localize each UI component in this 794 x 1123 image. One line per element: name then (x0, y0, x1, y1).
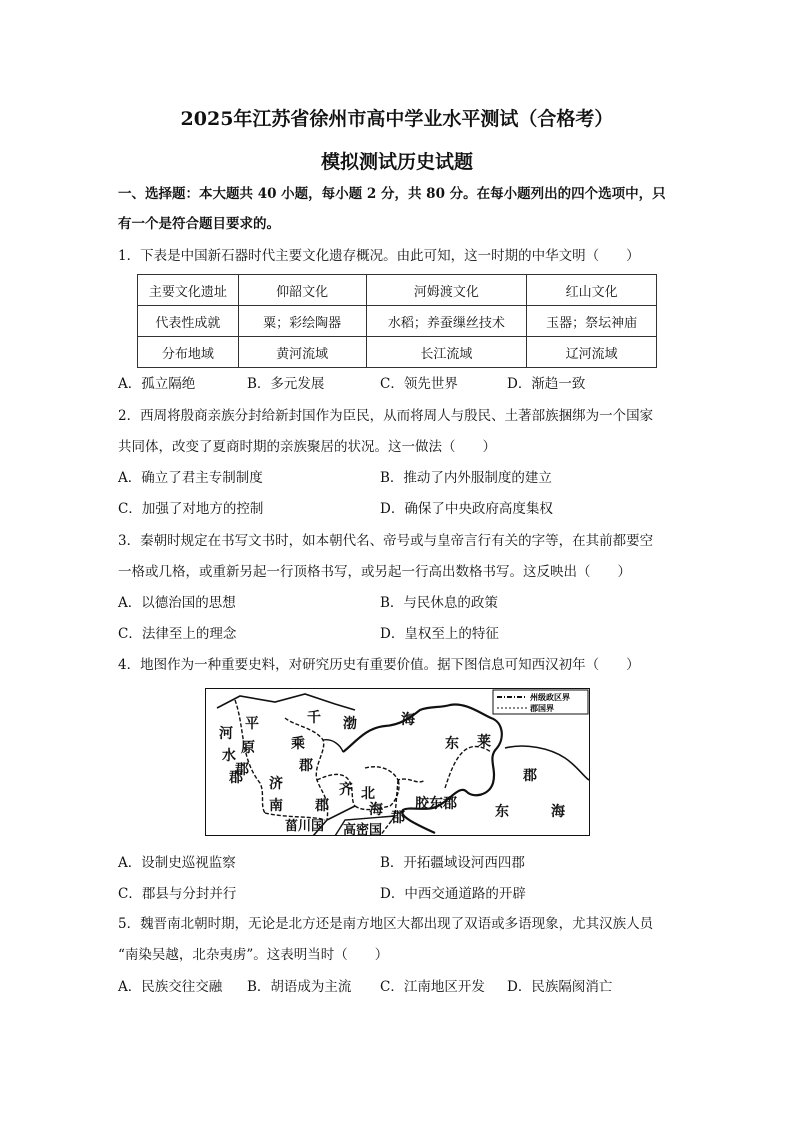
map-label: 海 (369, 802, 383, 818)
culture-table (137, 274, 657, 368)
table-cell: 河姆渡文化 (366, 275, 527, 306)
table-cell: 长江流域 (366, 337, 527, 368)
map-label: 郡 (235, 762, 249, 778)
map-label: 海 (551, 804, 565, 820)
table-cell: 主要文化遗址 (138, 275, 239, 306)
map-label: 莱 (477, 734, 491, 750)
table-cell: 黄河流域 (238, 337, 366, 368)
map-label: 郡 (391, 810, 405, 826)
table-row (138, 306, 657, 337)
table-cell: 玉器；祭坛神庙 (527, 306, 657, 337)
q3-option-b[interactable]: B．与民休息的政策 (380, 595, 498, 611)
q2-stem-line-2: 共同体，改变了夏商时期的亲族聚居的状况。这一做法（ ） (118, 439, 496, 455)
map-label: 济 (269, 776, 283, 792)
q5-option-d[interactable]: D．民族隔阂消亡 (507, 979, 613, 995)
map-label: 郡 (523, 768, 537, 784)
q4-option-b[interactable]: B．开拓疆域设河西四郡 (380, 855, 525, 871)
table-cell: 代表性成就 (138, 306, 239, 337)
q4-option-c[interactable]: C．郡县与分封并行 (118, 886, 237, 902)
q4-option-a[interactable]: A．设制史巡视监察 (118, 855, 236, 871)
q2-stem-line-1: 2．西周将殷商亲族分封给新封国作为臣民，从而将周人与殷民、土著部族捆绑为一个国家 (118, 408, 654, 424)
q3-stem-line-1: 3．秦朝时规定在书写文书时，如本朝代名、帝号或与皇帝言行有关的字等，在其前都要空 (118, 533, 654, 549)
map-label: 郡 (315, 798, 329, 814)
map-label: 平 (245, 716, 259, 732)
map-label: 齐 (339, 782, 353, 798)
q5-option-b[interactable]: B．胡语成为主流 (247, 979, 352, 995)
map-label: 水 (222, 748, 236, 764)
q1-option-c[interactable]: C．领先世界 (380, 376, 458, 392)
q3-option-c[interactable]: C．法律至上的理念 (118, 626, 237, 642)
table-cell: 粟；彩绘陶器 (238, 306, 366, 337)
table-cell: 水稻；养蚕缫丝技术 (366, 306, 527, 337)
map-label: 河 (219, 726, 233, 742)
map-label: 北 (361, 786, 375, 802)
exam-title: 2025年江苏省徐州市高中学业水平测试（合格考） (180, 108, 614, 130)
map-label: 海 (401, 712, 415, 728)
map-label: 原 (241, 740, 255, 756)
q3-option-a[interactable]: A．以德治国的思想 (118, 595, 236, 611)
exam-subtitle: 模拟测试历史试题 (320, 151, 473, 173)
map-label: 乘 (291, 736, 305, 752)
map-label: 郡 (299, 758, 313, 774)
q3-stem-line-2: 一格或几格，或重新另起一行顶格书写，或另起一行高出数格书写。这反映出（ ） (118, 564, 631, 580)
q2-option-a[interactable]: A．确立了君主专制制度 (118, 470, 263, 486)
legend-label: 郡国界 (530, 704, 554, 713)
map-label: 高密国 (343, 823, 383, 836)
q2-option-b[interactable]: B．推动了内外服制度的建立 (380, 470, 552, 486)
map-label: 菑川国 (285, 819, 325, 834)
map-label: 胶东郡 (415, 796, 457, 812)
table-row (138, 337, 657, 368)
table-cell: 分布地域 (138, 337, 239, 368)
q4-stem: 4．地图作为一种重要史料，对研究历史有重要价值。据下图信息可知西汉初年（ ） (118, 657, 640, 673)
q5-stem-line-2: “南染吴越，北杂夷虏”。这表明当时（ ） (118, 947, 389, 963)
q3-option-d[interactable]: D．皇权至上的特征 (380, 626, 499, 642)
q1-option-b[interactable]: B．多元发展 (247, 376, 325, 392)
table-cell: 辽河流域 (527, 337, 657, 368)
map-label: 千 (307, 710, 321, 726)
q1-stem: 1．下表是中国新石器时代主要文化遗存概况。由此可知，这一时期的中华文明（ ） (118, 248, 640, 264)
western-han-map (205, 688, 590, 836)
q4-option-d[interactable]: D．中西交通道路的开辟 (380, 886, 526, 902)
q5-stem-line-1: 5．魏晋南北朝时期，无论是北方还是南方地区大都出现了双语或多语现象，尤其汉族人员 (118, 916, 654, 932)
q5-option-c[interactable]: C．江南地区开发 (380, 979, 485, 995)
map-label: 东 (445, 736, 459, 752)
map-label: 郡 (229, 770, 243, 786)
map-label: 南 (269, 798, 283, 814)
map-label: 东 (495, 804, 509, 820)
table-cell: 红山文化 (527, 275, 657, 306)
q2-option-d[interactable]: D．确保了中央政府高度集权 (380, 501, 553, 517)
q2-option-c[interactable]: C．加强了对地方的控制 (118, 501, 264, 517)
q1-option-d[interactable]: D．渐趋一致 (507, 376, 586, 392)
map-label: 渤 (343, 716, 357, 732)
legend-label: 州级政区界 (530, 693, 570, 702)
q1-option-a[interactable]: A．孤立隔绝 (118, 376, 196, 392)
section-instructions-line-1: 一、选择题：本大题共 40 小题，每小题 2 分，共 80 分。在每小题列出的四个选项中，只 (118, 186, 666, 202)
section-instructions-line-2: 有一个是符合题目要求的。 (118, 216, 280, 232)
table-row (138, 275, 657, 306)
q5-option-a[interactable]: A．民族交往交融 (118, 979, 223, 995)
table-cell: 仰韶文化 (238, 275, 366, 306)
